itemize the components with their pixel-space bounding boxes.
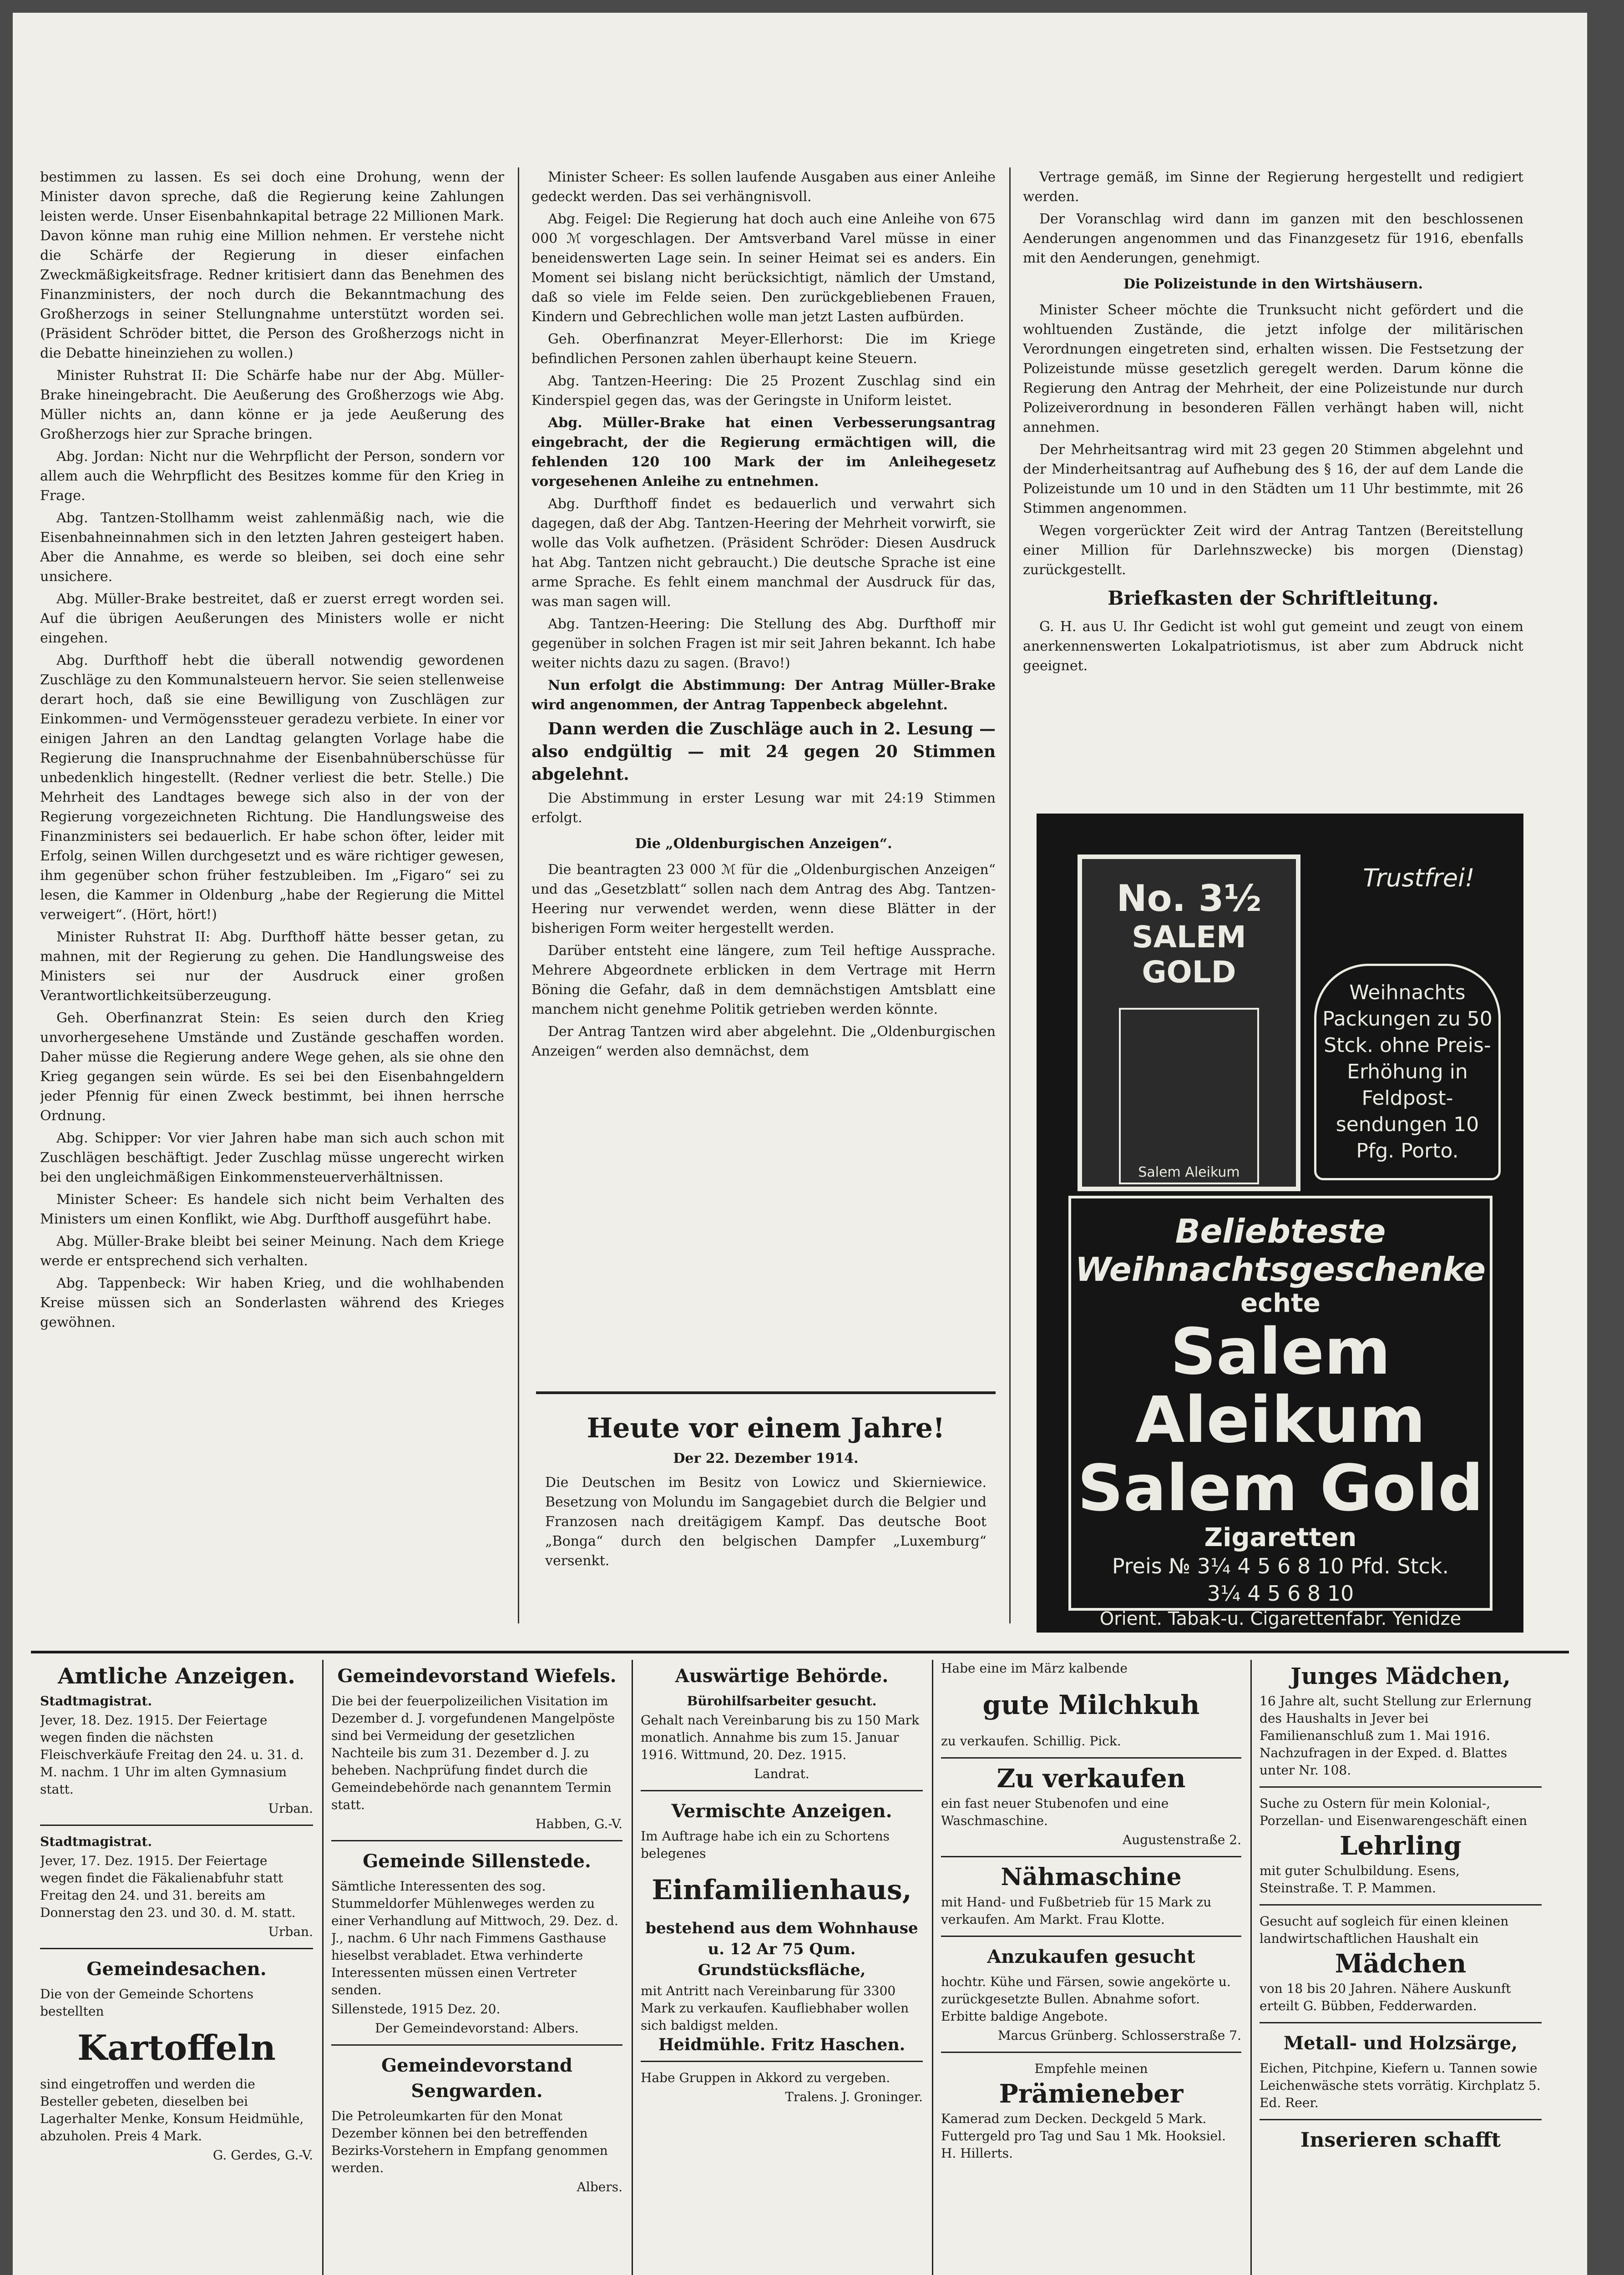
ad-brand: Salem Gold (1077, 1451, 1484, 1526)
ad-text: Gesucht auf sogleich für einen kleinen landwirtschaftlichen Haushalt ein (1260, 1914, 1509, 1946)
paragraph: Abg. Durfthoff findet es bedauerlich und verwahrt sich dagegen, daß der Abg. Tantzen-Heering der Mehrheit vorwirft, sie wolle das Volk aufhetzen. (Präsident Schröder: Diesen Ausdruck hat Abg. Tantzen nicht gebraucht.) Die deutsche Sprache ist eine arme Sprache. Es fehlt einem manchmal der Ausdruck für das, was man sagen will. (531, 496, 996, 610)
column-divider (1009, 167, 1011, 1623)
paragraph: Darüber entsteht eine längere, zum Teil heftige Aussprache. Mehrere Abgeordnete erblicken in dem Vertrage mit Herrn Böning die Gefahr, daß in dem demnächstigen Amtsblatt eine manchem nicht genehme Politik getrieben werden könnte. (531, 943, 996, 1017)
ad-heading: Prämieneber (999, 2079, 1184, 2109)
ad-text: Kamerad zum Decken. Deckgeld 5 Mark. Futtergeld pro Tag und Sau 1 Mk. Hooksiel. H. Hillerts. (941, 2111, 1226, 2161)
ad-heading: Metall- und Holzsärge, (1283, 2032, 1518, 2054)
ad-big-word: Einfamilienhaus, (652, 1874, 912, 1906)
ad-heading: Zu verkaufen (997, 1764, 1186, 1794)
cigarette-pack-illustration (1078, 854, 1300, 1191)
ad-text: 16 Jahre alt, sucht Stellung zur Erlernung des Haushalts in Jever bei Familienanschluß zum 1. Mai 1916. Nachzufragen in der Exped. d. Blattes unter Nr. 108. (1260, 1694, 1532, 1778)
ad-subheading: Bürohilfsarbeiter gesucht. (687, 1694, 877, 1709)
paragraph: Abg. Tantzen-Heering: Die 25 Prozent Zuschlag sind ein Kinderspiel gegen das, was der Geringste in Uniform leistet. (531, 373, 996, 409)
ad-text: mit guter Schulbildung. Esens, Steinstraße. T. P. Mammen. (1260, 1863, 1460, 1896)
ad-text: Empfehle meinen (1034, 2061, 1148, 2076)
pack-brand: SALEM GOLD (1132, 920, 1246, 990)
paragraph: Minister Scheer: Es sollen laufende Ausgaben aus einer Anleihe gedeckt werden. Das sei verhängnisvoll. (531, 169, 996, 205)
ad-subheading: Stadtmagistrat. (40, 1694, 152, 1709)
paragraph: Abg. Müller-Brake hat einen Verbesserungsantrag eingebracht, der die Regierung ermächtigen will, die fehlenden 120 100 Mark der im Anleihegesetz vorgesehenen Anleihe zu entnehmen. (531, 415, 996, 490)
paragraph: Der Mehrheitsantrag wird mit 23 gegen 20 Stimmen abgelehnt und der Minderheitsantrag auf Aufhebung des § 16, der auf dem Lande die Polizeistunde um 10 und in den Städten um 11 Uhr bestimmte, mit 26 Stimmen angenommen. (1023, 442, 1523, 516)
ad-separator (40, 1825, 313, 1826)
notice-title: Heute vor einem Jahre! (587, 1412, 945, 1444)
ad-separator (331, 2044, 622, 2046)
ad-column-sales (941, 1660, 1241, 2275)
paragraph: Die Abstimmung in erster Lesung war mit 24:19 Stimmen erfolgt. (531, 790, 996, 826)
paragraph: Abg. Tantzen-Heering: Die Stellung des Abg. Durfthoff mir gegenüber in solchen Fragen ist mir seit Jahren bekannt. Ich habe weiter nichts dazu zu sagen. (Bravo!) (531, 616, 996, 671)
ad-separator (941, 1856, 1241, 1857)
section-heading: Die Polizeistunde in den Wirtshäusern. (1123, 276, 1423, 292)
ad-text: Jever, 18. Dez. 1915. Der Feiertage wegen finden die nächsten Fleischverkäufe Freitag den 24. u. 31. d. M. nachm. 1 Uhr im alten Gymnasium statt. (40, 1713, 304, 1797)
ad-heading: Vermischte Anzeigen. (671, 1800, 892, 1822)
ad-separator (641, 2061, 923, 2062)
ad-column-official (40, 1660, 313, 2275)
christmas-note: Weihnachts Packungen zu 50 Stck. ohne Preis-Erhöhung in Feldpost-sendungen 10 Pfg. Porto. (1314, 964, 1501, 1180)
paragraph: Abg. Durfthoff hebt die überall notwendig gewordenen Zuschläge zu den Kommunalsteuern hervor. Sie seien stellenweise derart hoch, daß sie eine Bewilligung von Zuschlägen zur Einkommen- und Vermögenssteuer geradezu verbiete. In einer vor einigen Jahren an den Landtag gelangten Vorlage habe die Regierung die Inanspruchnahme der Eisenbahnüberschüsse für unbedenklich hingestellt. (Redner verliest die betr. Stelle.) Die Mehrheit des Landtages bewege sich also in der von der Regierung vorgezeichneten Richtung. Die Handlungsweise des Finanzministers sei bedauerlich. Er habe schon öfter, leider mit Erfolg, seinen Willen durchgesetzt und es wäre richtiger gewesen, ihm gegenüber schon früher festzubleiben. Im „Figaro“ sei zu lesen, die Kammer in Oldenburg „habe der Regierung die Mittel verweigert“. (Hört, hört!) (40, 652, 504, 923)
ad-signature: Tralens. J. Groninger. (785, 2089, 923, 2104)
paragraph: Geh. Oberfinanzrat Meyer-Ellerhorst: Die im Kriege befindlichen Personen zahlen überhaupt keine Steuern. (531, 331, 996, 367)
ad-heading: Gemeindevorstand Sengwarden. (381, 2055, 573, 2102)
paragraph: Abg. Jordan: Nicht nur die Wehrpflicht der Person, sondern vor allem auch die Wehrpflicht des Besitzes komme für den Krieg in Frage. (40, 449, 504, 504)
ad-signature: Landrat. (754, 1766, 809, 1781)
ad-heading: Nähmaschine (1001, 1863, 1182, 1891)
ad-subheading: Stadtmagistrat. (40, 1834, 152, 1849)
ad-separator (40, 1948, 313, 1949)
ad-signature: Habben, G.-V. (535, 1816, 622, 1831)
paragraph: Abg. Feigel: Die Regierung hat doch auch eine Anleihe von 675 000 ℳ vorgeschlagen. Der Amtsverband Varel müsse in einer beneidenswerten Lage sein. In seiner Heimat sei es anders. Ein Moment sei bislang nicht berücksichtigt, nämlich der Umstand, daß so viele im Felde seien. Den zurückgebliebenen Frauen, Kindern und Gebrechlichen wolle man jetzt Lasten aufbürden. (531, 211, 996, 325)
paragraph: Der Voranschlag wird dann im ganzen mit den beschlossenen Aenderungen angenommen und das Finanzgesetz für 1916, ebenfalls mit den Aenderungen, genehmigt. (1023, 211, 1523, 266)
ad-text: Gehalt nach Vereinbarung bis zu 150 Mark monatlich. Annahme bis zum 15. Januar 1916. Wittmund, 20. Dez. 1915. (641, 1713, 920, 1762)
ad-signature: Augustenstraße 2. (1122, 1832, 1241, 1847)
ad-signature: Der Gemeindevorstand: Albers. (375, 2021, 579, 2036)
ad-heading: Lehrling (1340, 1831, 1462, 1861)
ad-line: Zigaretten (1204, 1523, 1357, 1552)
paragraph: Dann werden die Zuschläge auch in 2. Lesung — also endgültig — mit 24 gegen 20 Stimmen abgelehnt. (531, 719, 996, 784)
ad-line: Weihnachtsgeschenke (1075, 1250, 1486, 1289)
ad-column-divider (1250, 1660, 1252, 2275)
ad-text: von 18 bis 20 Jahren. Nähere Auskunft erteilt G. Bübben, Fedderwarden. (1260, 1981, 1511, 2013)
paragraph: Nun erfolgt die Abstimmung: Der Antrag Müller-Brake wird angenommen, der Antrag Tappenbeck abgelehnt. (531, 677, 996, 713)
ad-text: Die Petroleumkarten für den Monat Dezember können bei den betreffenden Bezirks-Vorstehern in Empfang genommen werden. (331, 2108, 608, 2175)
ad-text: Sämtliche Interessenten des sog. Stummeldorfer Mühlenweges werden zu einer Verhandlung auf Mittwoch, 29. Dez. d. J., nachm. 6 Uhr nach Fimmens Gasthause hieselbst verabladet. Etwa verhinderte Interessenten müssen einen Vertreter senden. (331, 1879, 618, 1997)
paragraph: Abg. Müller-Brake bestreitet, daß er zuerst erregt worden sei. Auf die übrigen Aeußerungen des Ministers wolle er nicht eingehen. (40, 591, 504, 646)
ad-signature: Heidmühle. Fritz Haschen. (658, 2035, 906, 2054)
paragraph: Die beantragten 23 000 ℳ für die „Oldenburgischen Anzeigen“ und das „Gesetzblatt“ sollen nach dem Antrag des Abg. Tantzen-Heering nur verwendet werden, wenn diese Blätter in der bisherigen Form weiter hergestellt werden. (531, 862, 996, 936)
ad-big-word: gute Milchkuh (982, 1689, 1200, 1720)
ad-text: ein fast neuer Stubenofen und eine Waschmaschine. (941, 1796, 1169, 1828)
ad-separator (941, 1936, 1241, 1937)
pack-emblem-label: Salem Aleikum (1138, 1164, 1240, 1180)
ad-text: Jever, 17. Dez. 1915. Der Feiertage wegen findet die Fäkalienabfuhr statt Freitag den 24. und 31. bereits am Donnerstag den 23. und 30. d. M. statt. (40, 1853, 296, 1920)
ad-heading: Junges Mädchen, (1290, 1663, 1511, 1689)
paragraph: Minister Scheer: Es handele sich nicht beim Verhalten des Ministers um einen Konflikt, wie Abg. Durfthoff ausgeführt habe. (40, 1192, 504, 1227)
ad-text: Suche zu Ostern für mein Kolonial-, Porzellan- und Eisenwarengeschäft einen (1260, 1796, 1528, 1828)
ad-signature: Urban. (268, 1801, 313, 1816)
ad-separator (941, 1757, 1241, 1759)
ad-big-word: Kartoffeln (77, 2027, 276, 2068)
ad-text: Die von der Gemeinde Schortens bestellten (40, 1987, 254, 2019)
ad-separator (1260, 1786, 1542, 1788)
paragraph: Minister Ruhstrat II: Die Schärfe habe nur der Abg. Müller-Brake hineingebracht. Die Aeußerung des Großherzogs wie Abg. Müller nichts an, dann könne er ja jede Aeußerung des Großherzogs hier zur Sprache bringen. (40, 368, 504, 442)
ad-separator (1260, 2022, 1542, 2023)
pack-number: No. 3½ (1116, 877, 1262, 920)
cigarette-advertisement (1037, 814, 1523, 1633)
section-divider (31, 1651, 1569, 1653)
ad-text: mit Hand- und Fußbetrieb für 15 Mark zu verkaufen. Am Markt. Frau Klotte. (941, 1895, 1212, 1927)
ad-column-divider (632, 1660, 633, 2275)
paragraph: Geh. Oberfinanzrat Stein: Es seien durch den Krieg unvorhergesehene Umstände und Zustände geschaffen worden. Daher müsse die Regierung andere Wege gehen, als sie ohne den Krieg gegangen sein würde. Es sei bei den Eisenbahngeldern jeder Pfennig für einen Zweck bestimmt, bei ihnen herrsche Ordnung. (40, 1010, 504, 1124)
ad-price-line: Preis № 3¼ 4 5 6 8 10 Pfd. Stck. (1112, 1554, 1449, 1578)
ad-column-municipal (331, 1660, 622, 2275)
ad-separator (1260, 2119, 1542, 2120)
ad-text: sind eingetroffen und werden die Besteller gebeten, dieselben bei Lagerhalter Menke, Konsum Heidmühle, abzuholen. Preis 4 Mark. (40, 2077, 304, 2144)
ad-column-classified (1260, 1660, 1542, 2275)
ad-column-divider (322, 1660, 324, 2275)
paragraph: G. H. aus U. Ihr Gedicht ist wohl gut gemeint und zeugt von einem anerkennenswerten Lokalpatriotismus, ist aber zum Abdruck nicht geeignet. (1023, 619, 1523, 674)
newspaper-page (13, 13, 1587, 2275)
ad-text: Im Auftrage habe ich ein zu Schortens belegenes (641, 1829, 890, 1861)
ad-text: mit Antritt nach Vereinbarung für 3300 Mark zu verkaufen. Kaufliebhaber wollen sich baldigst melden. (641, 1983, 909, 2033)
ad-text: Die bei der feuerpolizeilichen Visitation im Dezember d. J. vorgefundenen Mangelpöste sind bei Vermeidung der gesetzlichen Nachteile bis zum 31. Dezember d. J. zu beheben. Nachprüfung findet durch die Gemeindebehörde nach genanntem Termin statt. (331, 1694, 615, 1812)
trust-label: Trustfrei! (1363, 864, 1475, 892)
paragraph: Vertrage gemäß, im Sinne der Regierung hergestellt und redigiert werden. (1023, 169, 1523, 205)
ad-manufacturer: Orient. Tabak-u. Cigarettenfabr. Yenidze (1099, 1608, 1462, 1629)
ad-separator (941, 2052, 1241, 2053)
section-heading: Briefkasten der Schriftleitung. (1108, 587, 1439, 609)
ad-text: Eichen, Pitchpine, Kiefern u. Tannen sowie Leichenwäsche stets vorrätig. Kirchplatz 5. Ed. Reer. (1260, 2061, 1541, 2110)
ad-heading: Mädchen (1335, 1949, 1467, 1979)
ad-heading: Amtliche Anzeigen. (58, 1663, 295, 1689)
paragraph: bestimmen zu lassen. Es sei doch eine Drohung, wenn der Minister davon spreche, daß die Regierung keine Zahlungen leisten werde. Unser Eisenbahnkapital betrage 22 Millionen Mark. Davon könne man ruhig eine Million nehmen. Er verstehe nicht die Schärfe der Regierung in dieser einfachen Zweckmäßigkeitsfrage. Redner kritisiert dann das Benehmen des Finanzministers, der noch durch die Bekanntmachung des Großherzogs in seiner Stellungnahme unterstützt worden sei. (Präsident Schröder bittet, die Person des Großherzogs nicht in die Debatte hineinziehen zu wollen.) (40, 169, 504, 361)
ad-column-divider (932, 1660, 933, 2275)
ad-separator (641, 1790, 923, 1791)
ad-heading: Anzukaufen gesucht (987, 1946, 1195, 1967)
notice-body: Die Deutschen im Besitz von Lowicz und Skierniewice. Besetzung von Molundu im Sangagebiet durch die Belgier und Franzosen nach dreitägigem Kampf. Das deutsche Boot „Bonga“ durch den belgischen Dampfer „Luxemburg“ versenkt. (545, 1475, 987, 1569)
ad-signature: Urban. (268, 1924, 313, 1939)
ad-column-external (641, 1660, 923, 2275)
ad-text: Habe Gruppen in Akkord zu vergeben. (641, 2070, 890, 2085)
ad-heading: Auswärtige Behörde. (675, 1665, 889, 1687)
ad-heading: Inserieren schafft (1300, 2128, 1501, 2152)
paragraph: Minister Scheer möchte die Trunksucht nicht gefördert und die wohltuenden Zustände, die jetzt infolge der militärischen Verordnungen eingetreten sind, erhalten wissen. Die Festsetzung der Polizeistunde müsse gesetzlich geregelt werden. Darum könne die Regierung den Antrag der Mehrheit, der eine Polizeistunde nur durch Polizeiverordnung in besonderen Fällen verhängt haben will, nicht annehmen. (1023, 302, 1523, 435)
ad-text: bestehend aus dem Wohnhause u. 12 Ar 75 Qum. Grundstücksfläche, (645, 1919, 918, 1979)
ad-separator (331, 1840, 622, 1841)
pack-emblem (1119, 1008, 1259, 1184)
ad-brand: Salem Aleikum (1135, 1315, 1426, 1457)
paragraph: Wegen vorgerückter Zeit wird der Antrag Tantzen (Bereitstellung einer Million für Darlehnszwecke) bis morgen (Dienstag) zurückgestellt. (1023, 523, 1523, 578)
ad-text: hochtr. Kühe und Färsen, sowie angekörte u. zurückgesetzte Bullen. Abnahme sofort. Erbitte baldige Angebote. (941, 1974, 1231, 2024)
ad-price-line: 3¼ 4 5 6 8 10 (1207, 1581, 1354, 1606)
ad-text: zu verkaufen. Schillig. Pick. (941, 1734, 1121, 1749)
ad-main-frame (1068, 1196, 1492, 1629)
ad-text: Sillenstede, 1915 Dez. 20. (331, 2002, 501, 2017)
paragraph: Abg. Müller-Brake bleibt bei seiner Meinung. Nach dem Kriege werde er entsprechend sich verhalten. (40, 1234, 504, 1269)
section-heading: Die „Oldenburgischen Anzeigen“. (635, 836, 892, 852)
ad-line: echte (1240, 1289, 1320, 1318)
paragraph: Der Antrag Tantzen wird aber abgelehnt. Die „Oldenburgischen Anzeigen“ werden also demnächst, dem (531, 1024, 996, 1059)
paragraph: Abg. Schipper: Vor vier Jahren habe man sich auch schon mit Zuschlägen beschäftigt. Jeder Zuschlag müsse ungerecht wirken bei den ungleichmäßigen Einkommensteuerverhältnissen. (40, 1130, 504, 1185)
paragraph: Minister Ruhstrat II: Abg. Durfthoff hätte besser getan, zu mahnen, mit der Regierung zu gehen. Die Handlungsweise des Ministers sei nur der Ausdruck einer großen Verantwortlichkeitsüberzeugung. (40, 929, 504, 1004)
ad-signature: G. Gerdes, G.-V. (212, 2148, 313, 2163)
ad-signature: Albers. (577, 2179, 622, 2194)
paragraph: Abg. Tappenbeck: Wir haben Krieg, und die wohlhabenden Kreise müssen sich an Sonderlasten während des Krieges gewöhnen. (40, 1275, 504, 1330)
ad-line: Beliebteste (1175, 1212, 1386, 1250)
ad-heading: Gemeinde Sillenstede. (363, 1850, 591, 1872)
paragraph: Abg. Tantzen-Stollhamm weist zahlenmäßig nach, wie die Eisenbahneinnahmen sich in den letzten Jahren gesteigert haben. Aber die Annahme, es werde so bleiben, sei doch eine sehr unsichere. (40, 510, 504, 585)
ad-text: Habe eine im März kalbende (941, 1661, 1128, 1676)
ad-heading: Gemeindesachen. (86, 1958, 267, 1980)
column-left (40, 167, 504, 1623)
ad-heading: Gemeindevorstand Wiefels. (337, 1665, 617, 1687)
year-ago-notice (536, 1391, 996, 1631)
ad-signature: Marcus Grünberg. Schlosserstraße 7. (997, 2028, 1241, 2043)
column-divider (518, 167, 519, 1623)
ad-separator (1260, 1904, 1542, 1906)
notice-date: Der 22. Dezember 1914. (673, 1451, 859, 1466)
